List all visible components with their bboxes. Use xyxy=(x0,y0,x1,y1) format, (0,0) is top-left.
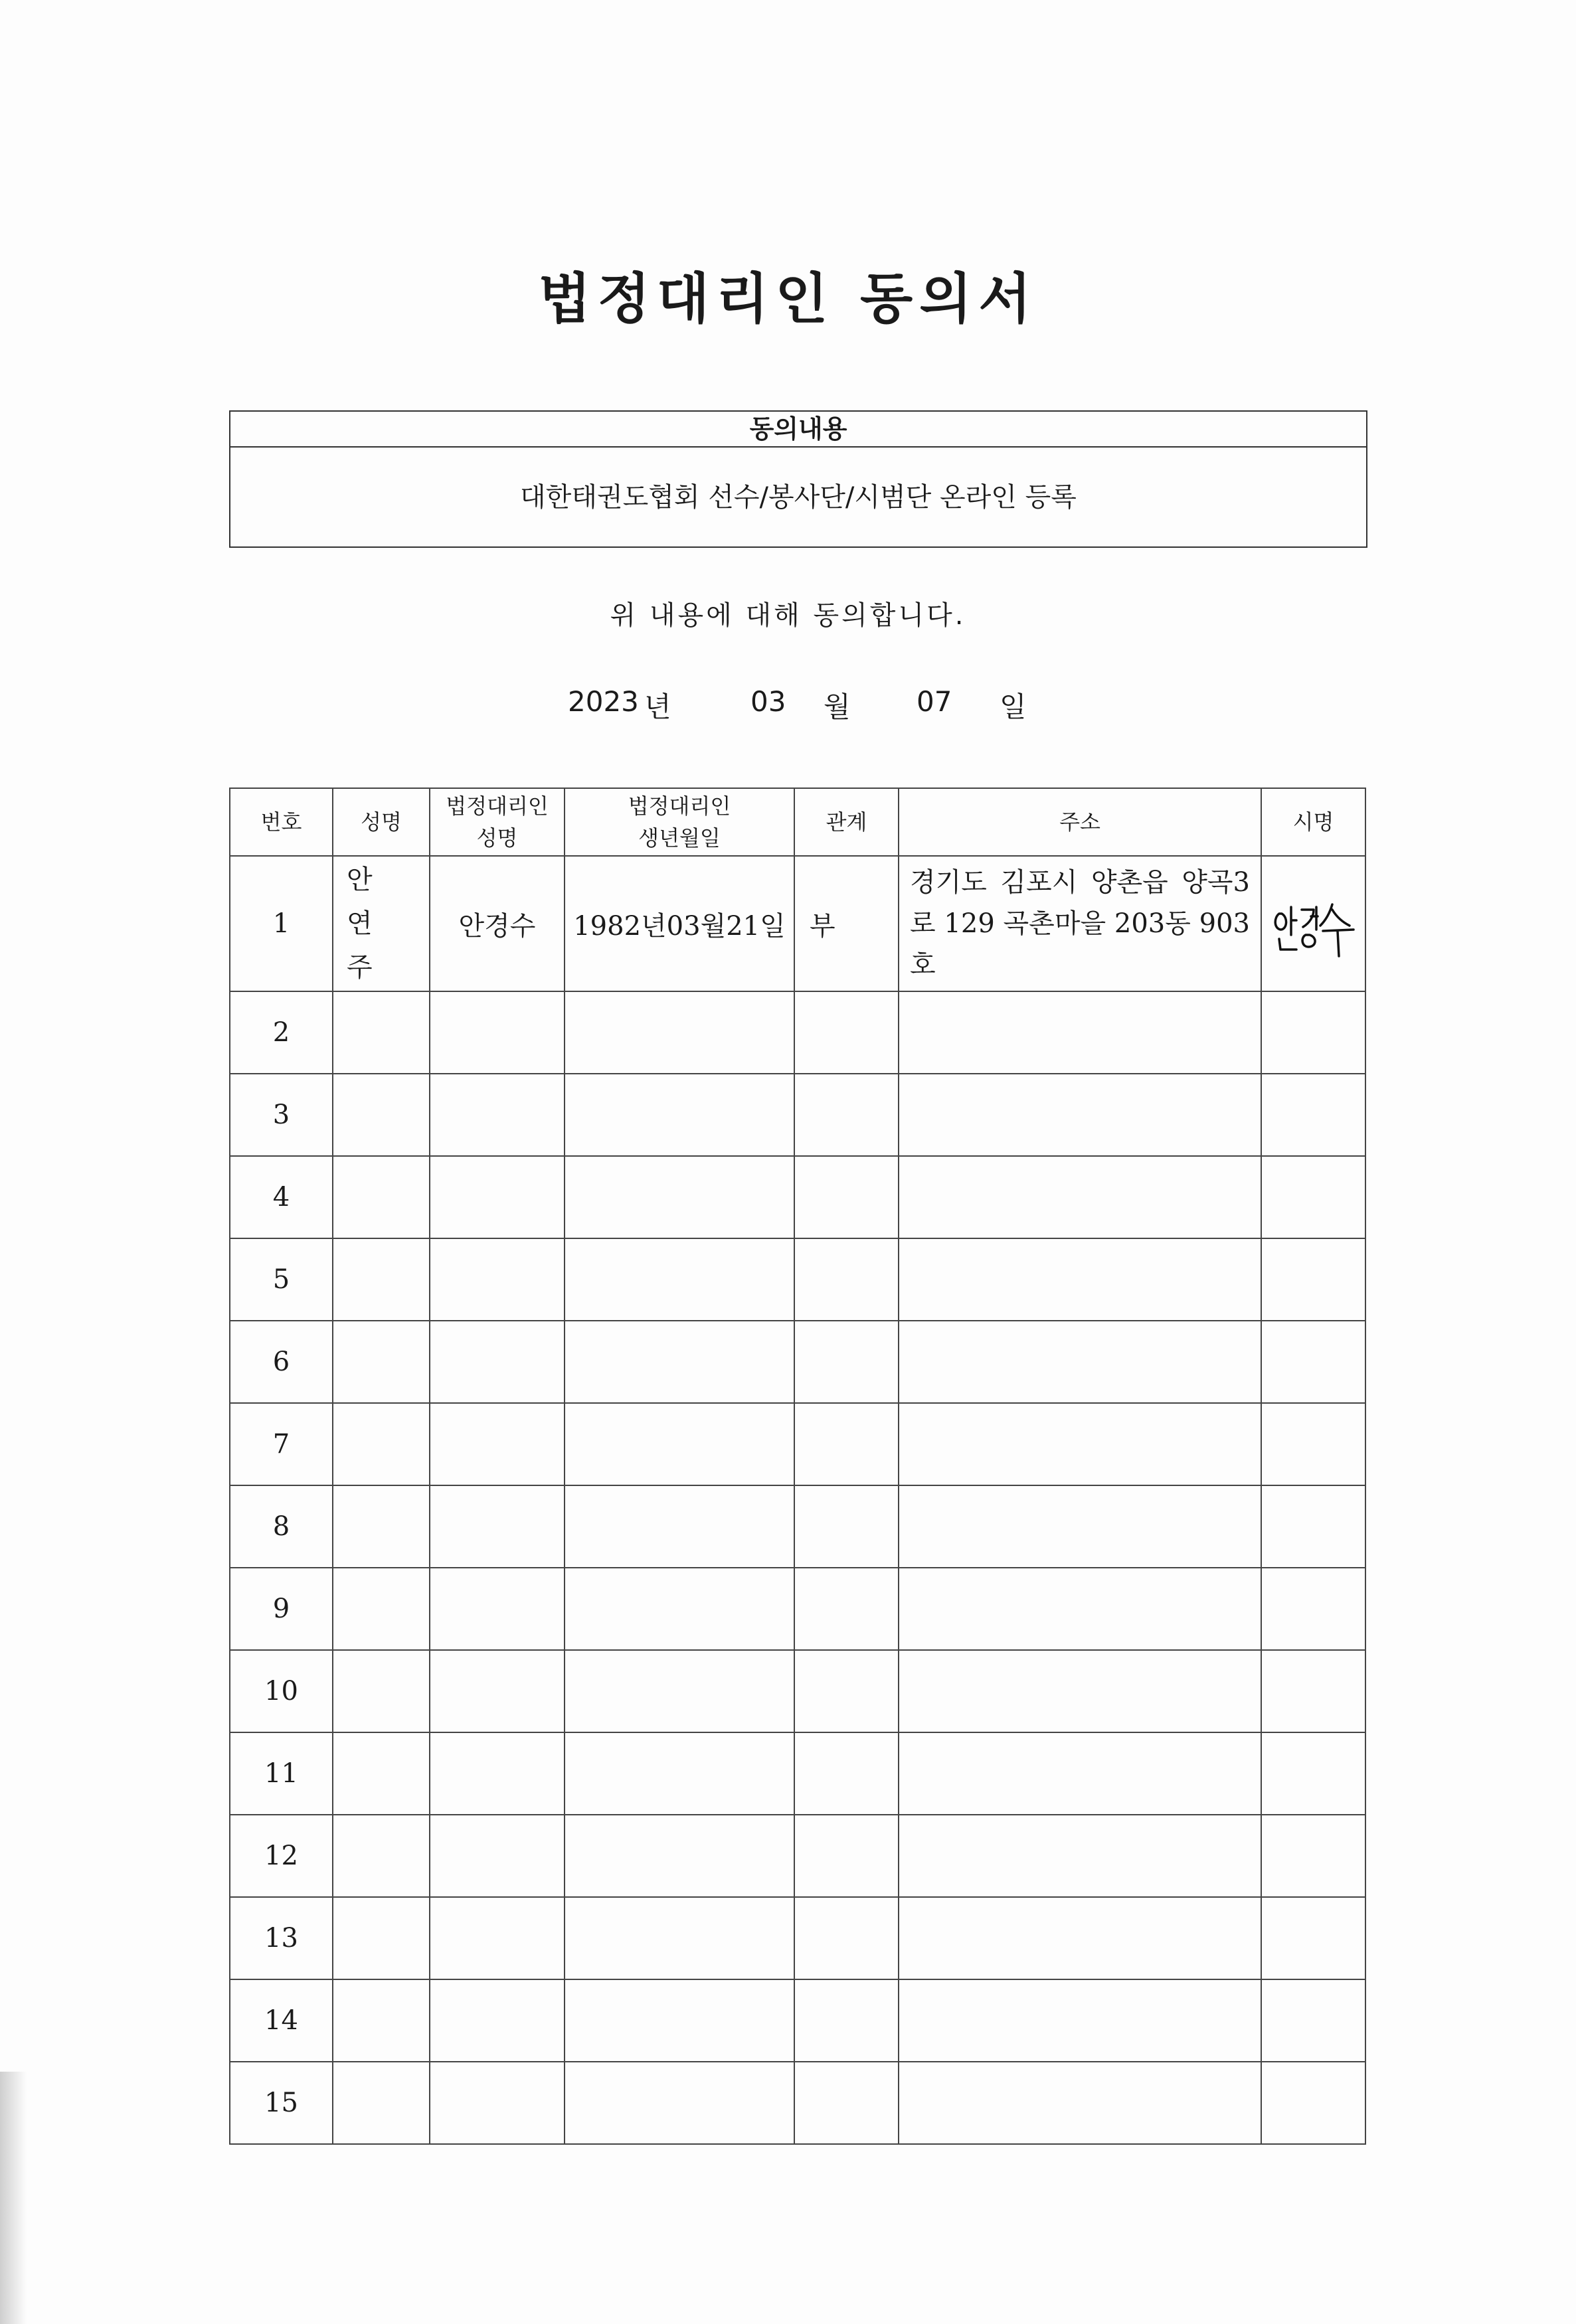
date-year-unit: 년 xyxy=(644,691,671,723)
table-row xyxy=(230,1732,1365,1815)
consent-box xyxy=(229,410,1367,548)
table-row xyxy=(230,1568,1365,1650)
date-day: 07 xyxy=(917,685,952,718)
cell-no: 6 xyxy=(230,1321,333,1403)
cell-no: 5 xyxy=(230,1238,333,1321)
table-row xyxy=(230,1156,1365,1238)
header-guardian-birth-line2: 생년월일 xyxy=(638,825,721,851)
cell-address: 경기도 김포시 양촌읍 양곡3로 129 곡촌마을 203동 903호 xyxy=(899,856,1261,991)
cell-relation: 부 xyxy=(794,856,899,991)
cell-no: 7 xyxy=(230,1403,333,1485)
header-guardian-birth-line1: 법정대리인 xyxy=(628,793,731,819)
cell-no: 3 xyxy=(230,1074,333,1156)
header-guardian-name-line1: 법정대리인 xyxy=(446,793,549,819)
header-guardian-name xyxy=(430,788,565,856)
cell-no: 2 xyxy=(230,991,333,1074)
table-row xyxy=(230,1238,1365,1321)
cell-no: 1 xyxy=(230,856,333,991)
table-row xyxy=(230,1403,1365,1485)
table-row xyxy=(230,1321,1365,1403)
header-guardian-birth xyxy=(565,788,794,856)
table-row xyxy=(230,1897,1365,1979)
table-row xyxy=(230,1815,1365,1897)
header-signature: 시명 xyxy=(1261,788,1365,856)
table-row xyxy=(230,2062,1365,2144)
header-no: 번호 xyxy=(230,788,333,856)
cell-name: 안 연 주 xyxy=(333,856,430,991)
agree-statement: 위 내용에 대해 동의합니다. xyxy=(610,600,966,631)
cell-guardian-name: 안경수 xyxy=(430,856,565,991)
cell-no: 15 xyxy=(230,2062,333,2144)
consent-header: 동의내용 xyxy=(230,412,1366,448)
date-month-unit: 월 xyxy=(824,691,851,723)
table-row xyxy=(230,856,1365,991)
document-title: 법정대리인 동의서 xyxy=(538,268,1038,331)
table-row xyxy=(230,991,1365,1074)
date-day-unit: 일 xyxy=(1000,691,1027,723)
header-address: 주소 xyxy=(899,788,1261,856)
cell-signature xyxy=(1261,856,1365,991)
table-row xyxy=(230,1979,1365,2062)
page-edge-shadow xyxy=(0,2072,27,2324)
cell-no: 13 xyxy=(230,1897,333,1979)
cell-no: 12 xyxy=(230,1815,333,1897)
handwritten-signature xyxy=(1267,887,1360,960)
cell-no: 10 xyxy=(230,1650,333,1732)
header-guardian-name-line2: 성명 xyxy=(476,825,518,851)
table-header-row xyxy=(230,788,1365,856)
table-row xyxy=(230,1650,1365,1732)
table-row xyxy=(230,1485,1365,1568)
date-year: 2023 xyxy=(568,685,639,718)
table-row xyxy=(230,1074,1365,1156)
cell-no: 11 xyxy=(230,1732,333,1815)
cell-no: 9 xyxy=(230,1568,333,1650)
consent-content: 대한태권도협회 선수/봉사단/시범단 온라인 등록 xyxy=(520,482,1077,513)
cell-no: 8 xyxy=(230,1485,333,1568)
header-name: 성명 xyxy=(333,788,430,856)
date-month: 03 xyxy=(750,685,786,718)
guardian-table xyxy=(229,788,1366,2145)
cell-no: 4 xyxy=(230,1156,333,1238)
header-relation: 관계 xyxy=(794,788,899,856)
cell-guardian-birth: 1982년03월21일 xyxy=(565,856,794,991)
cell-no: 14 xyxy=(230,1979,333,2062)
